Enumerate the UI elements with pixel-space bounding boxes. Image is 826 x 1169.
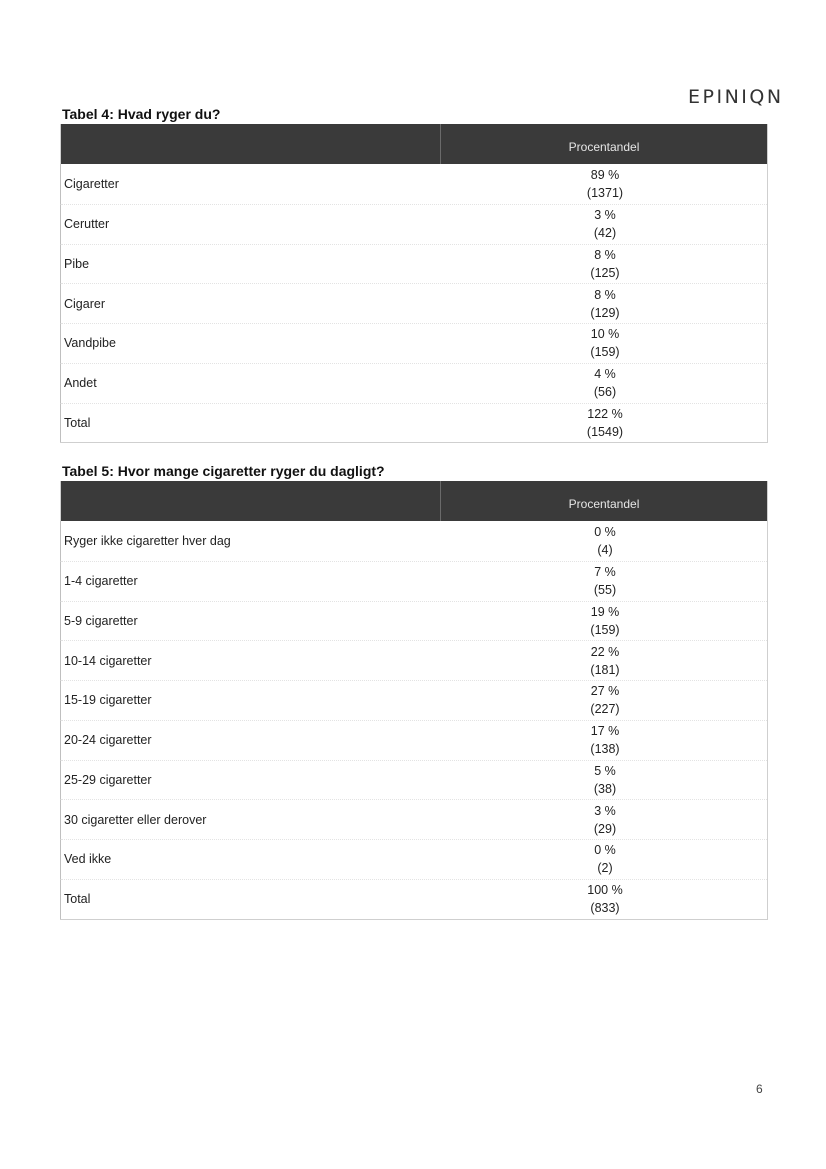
table-row: [61, 283, 767, 323]
count-value: (42): [593, 226, 617, 241]
row-label: Pibe: [60, 245, 443, 284]
table-row: [61, 601, 767, 641]
table-row: [61, 680, 767, 720]
count-value: (2): [597, 861, 613, 876]
row-value: [443, 164, 767, 204]
row-value: [443, 840, 767, 879]
count-value: (56): [593, 385, 617, 400]
table-row: [61, 204, 767, 244]
row-value: [443, 284, 767, 323]
row-label: Cerutter: [60, 205, 443, 244]
table-row: [61, 799, 767, 839]
table4-header: [61, 124, 767, 164]
percent-value: 5 %: [594, 763, 616, 778]
percent-value: 27 %: [590, 684, 620, 699]
row-value: [443, 324, 767, 363]
table-row: [61, 164, 767, 204]
row-value: [443, 404, 767, 443]
percent-value: 8 %: [594, 247, 616, 262]
row-label: Cigarer: [60, 284, 443, 323]
table-row: [61, 879, 767, 919]
count-value: (1371): [586, 185, 624, 200]
page-number: 6: [756, 1082, 763, 1096]
row-label: 30 cigaretter eller derover: [60, 800, 443, 839]
row-value: [443, 761, 767, 800]
table4-title: Tabel 4: Hvad ryger du?: [62, 106, 221, 122]
table5-header: [61, 481, 767, 521]
percent-value: 89 %: [590, 167, 620, 182]
percent-value: 0 %: [594, 524, 616, 539]
table5-header-blank: [61, 481, 441, 521]
table5-column-header: Procentandel: [568, 497, 640, 511]
percent-value: 19 %: [590, 604, 620, 619]
table-row: [61, 244, 767, 284]
row-value: [443, 880, 767, 919]
table5-title: Tabel 5: Hvor mange cigaretter ryger du dagligt?: [62, 463, 385, 479]
count-value: (159): [590, 345, 620, 360]
row-value: [443, 602, 767, 641]
row-label: 20-24 cigaretter: [60, 721, 443, 760]
percent-value: 0 %: [594, 843, 616, 858]
row-label: Vandpibe: [60, 324, 443, 363]
percent-value: 17 %: [590, 724, 620, 739]
percent-value: 4 %: [594, 367, 616, 382]
table-row: [61, 720, 767, 760]
percent-value: 3 %: [594, 803, 616, 818]
table-row: [61, 640, 767, 680]
row-label: Total: [60, 880, 443, 919]
percent-value: 7 %: [594, 565, 616, 580]
row-label: Ryger ikke cigaretter hver dag: [60, 521, 443, 561]
row-value: [443, 521, 767, 561]
table4-header-blank: [61, 124, 441, 164]
percent-value: 10 %: [590, 327, 620, 342]
table-row: [61, 363, 767, 403]
row-value: [443, 800, 767, 839]
row-label: Cigaretter: [60, 164, 443, 204]
count-value: (181): [590, 662, 620, 677]
row-value: [443, 205, 767, 244]
count-value: (125): [590, 265, 620, 280]
count-value: (38): [593, 781, 617, 796]
percent-value: 100 %: [587, 883, 623, 898]
percent-value: 8 %: [594, 287, 616, 302]
count-value: (138): [590, 742, 620, 757]
count-value: (159): [590, 622, 620, 637]
row-label: 25-29 cigaretter: [60, 761, 443, 800]
percent-value: 122 %: [587, 406, 623, 421]
row-value: [443, 364, 767, 403]
count-value: (1549): [586, 424, 624, 439]
row-value: [443, 562, 767, 601]
epinion-logo: EPINIQN: [688, 86, 784, 108]
percent-value: 22 %: [590, 644, 620, 659]
count-value: (833): [590, 901, 620, 916]
row-label: Total: [60, 404, 443, 443]
row-value: [443, 681, 767, 720]
row-label: 10-14 cigaretter: [60, 641, 443, 680]
percent-value: 3 %: [594, 208, 616, 223]
table-row: [61, 403, 767, 443]
count-value: (4): [597, 542, 613, 557]
count-value: (227): [590, 702, 620, 717]
row-label: 1-4 cigaretter: [60, 562, 443, 601]
table-row: [61, 760, 767, 800]
row-label: 15-19 cigaretter: [60, 681, 443, 720]
count-value: (29): [593, 821, 617, 836]
table5: [60, 481, 768, 920]
row-value: [443, 641, 767, 680]
count-value: (55): [593, 583, 617, 598]
row-label: Andet: [60, 364, 443, 403]
table-row: [61, 839, 767, 879]
count-value: (129): [590, 305, 620, 320]
table-row: [61, 323, 767, 363]
table4-column-header: Procentandel: [568, 140, 640, 154]
table4: [60, 124, 768, 443]
row-label: Ved ikke: [60, 840, 443, 879]
table-row: [61, 521, 767, 561]
row-value: [443, 721, 767, 760]
table-row: [61, 561, 767, 601]
row-value: [443, 245, 767, 284]
row-label: 5-9 cigaretter: [60, 602, 443, 641]
